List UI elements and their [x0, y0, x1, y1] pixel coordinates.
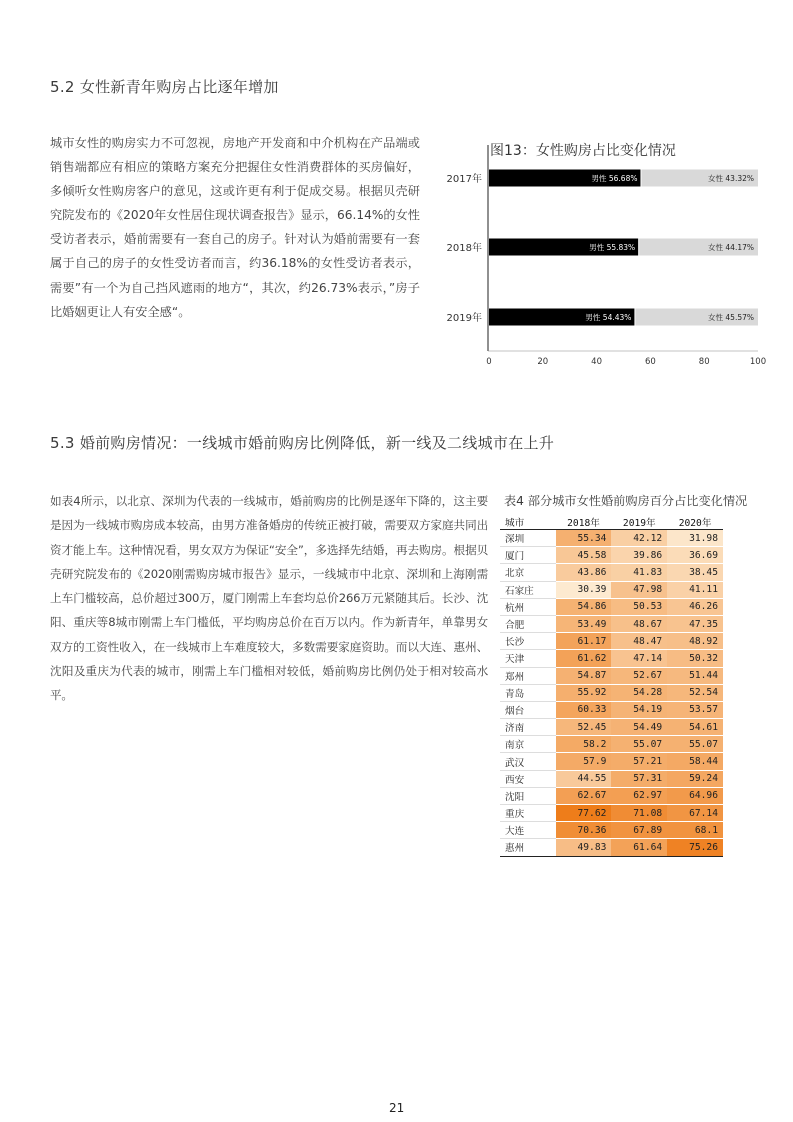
- value-cell: 47.35: [667, 615, 723, 632]
- column-header-city: 城市: [500, 514, 556, 530]
- value-cell: 48.67: [611, 615, 667, 632]
- table-row: [500, 581, 723, 598]
- x-tick-label: 100: [749, 357, 767, 367]
- value-cell: 75.26: [667, 839, 723, 856]
- table-row: [500, 547, 723, 564]
- city-cell: 郑州: [500, 667, 556, 684]
- value-cell: 60.33: [556, 701, 612, 718]
- chart-title: 图13：女性购房占比变化情况: [490, 143, 676, 159]
- city-cell: 武汉: [500, 753, 556, 770]
- value-cell: 68.1: [667, 822, 723, 839]
- data-label-female: 女性 43.32%: [708, 174, 754, 183]
- value-cell: 57.9: [556, 753, 612, 770]
- table-header-row: [500, 514, 723, 530]
- value-cell: 53.57: [667, 701, 723, 718]
- city-cell: 惠州: [500, 839, 556, 856]
- table-row: [500, 615, 723, 632]
- value-cell: 30.39: [556, 581, 612, 598]
- value-cell: 42.12: [611, 530, 667, 547]
- city-cell: 北京: [500, 564, 556, 581]
- value-cell: 67.14: [667, 805, 723, 822]
- value-cell: 61.17: [556, 633, 612, 650]
- value-cell: 47.14: [611, 650, 667, 667]
- value-cell: 57.31: [611, 770, 667, 787]
- value-cell: 52.54: [667, 684, 723, 701]
- value-cell: 62.67: [556, 787, 612, 804]
- value-cell: 54.49: [611, 719, 667, 736]
- data-label-male: 男性 56.68%: [591, 174, 638, 183]
- city-cell: 沈阳: [500, 787, 556, 804]
- x-tick-label: 80: [698, 357, 710, 367]
- table-row: [500, 667, 723, 684]
- data-label-male: 男性 54.43%: [585, 313, 632, 322]
- value-cell: 54.61: [667, 719, 723, 736]
- value-cell: 50.53: [611, 598, 667, 615]
- table-row: [500, 650, 723, 667]
- table-body: [500, 530, 723, 857]
- value-cell: 51.44: [667, 667, 723, 684]
- table-row: [500, 719, 723, 736]
- value-cell: 41.83: [611, 564, 667, 581]
- column-header-year: 2020年: [667, 514, 723, 530]
- x-tick-label: 40: [591, 357, 603, 367]
- value-cell: 64.96: [667, 787, 723, 804]
- value-cell: 55.92: [556, 684, 612, 701]
- section-heading-5-3: 5.3 婚前购房情况：一线城市婚前购房比例降低，新一线及二线城市在上升: [50, 434, 555, 452]
- value-cell: 49.83: [556, 839, 612, 856]
- city-cell: 西安: [500, 770, 556, 787]
- city-cell: 杭州: [500, 598, 556, 615]
- value-cell: 48.92: [667, 633, 723, 650]
- table-row: [500, 770, 723, 787]
- table-row: [500, 684, 723, 701]
- data-label-female: 女性 45.57%: [708, 313, 754, 322]
- value-cell: 57.21: [611, 753, 667, 770]
- data-label-female: 女性 44.17%: [708, 243, 754, 252]
- city-cell: 重庆: [500, 805, 556, 822]
- value-cell: 52.45: [556, 719, 612, 736]
- column-header-year: 2019年: [611, 514, 667, 530]
- section-heading-5-2: 5.2 女性新青年购房占比逐年增加: [50, 78, 279, 96]
- y-category-label: 2017年: [446, 174, 482, 185]
- value-cell: 58.2: [556, 736, 612, 753]
- chart-figure-13: [446, 133, 780, 373]
- value-cell: 39.86: [611, 547, 667, 564]
- value-cell: 52.67: [611, 667, 667, 684]
- city-cell: 济南: [500, 719, 556, 736]
- value-cell: 36.69: [667, 547, 723, 564]
- bar-chart: [446, 133, 780, 373]
- value-cell: 48.47: [611, 633, 667, 650]
- city-cell: 长沙: [500, 633, 556, 650]
- value-cell: 31.98: [667, 530, 723, 547]
- page-number: 21: [389, 1101, 405, 1115]
- value-cell: 70.36: [556, 822, 612, 839]
- city-cell: 大连: [500, 822, 556, 839]
- table-row: [500, 701, 723, 718]
- value-cell: 54.87: [556, 667, 612, 684]
- table-row: [500, 753, 723, 770]
- city-cell: 烟台: [500, 701, 556, 718]
- value-cell: 62.97: [611, 787, 667, 804]
- x-tick-label: 20: [537, 357, 549, 367]
- value-cell: 61.64: [611, 839, 667, 856]
- value-cell: 47.98: [611, 581, 667, 598]
- value-cell: 38.45: [667, 564, 723, 581]
- data-label-male: 男性 55.83%: [589, 243, 636, 252]
- value-cell: 58.44: [667, 753, 723, 770]
- value-cell: 67.89: [611, 822, 667, 839]
- value-cell: 53.49: [556, 615, 612, 632]
- y-category-label: 2018年: [446, 243, 482, 254]
- city-cell: 厦门: [500, 547, 556, 564]
- city-cell: 天津: [500, 650, 556, 667]
- value-cell: 41.11: [667, 581, 723, 598]
- city-cell: 青岛: [500, 684, 556, 701]
- value-cell: 55.07: [611, 736, 667, 753]
- x-tick-label: 60: [644, 357, 656, 367]
- value-cell: 50.32: [667, 650, 723, 667]
- y-category-label: 2019年: [446, 313, 482, 324]
- table-row: [500, 530, 723, 547]
- value-cell: 71.08: [611, 805, 667, 822]
- value-cell: 46.26: [667, 598, 723, 615]
- value-cell: 45.58: [556, 547, 612, 564]
- table-row: [500, 736, 723, 753]
- table-row: [500, 787, 723, 804]
- value-cell: 43.86: [556, 564, 612, 581]
- value-cell: 55.34: [556, 530, 612, 547]
- value-cell: 55.07: [667, 736, 723, 753]
- value-cell: 44.55: [556, 770, 612, 787]
- value-cell: 59.24: [667, 770, 723, 787]
- body-paragraph: 如表4所示，以北京、深圳为代表的一线城市，婚前购房的比例是逐年下降的，这主要是因为一线城市购房成本较高，由男方准备婚房的传统正被打破，需要双方家庭共同出资才能上车。这种情况看，男女双方为保证“安全”，多选择先结婚，再去购房。根据贝壳研究院发布的《2020刚需购房城市报告》显示，一线城市中北京、深圳和上海刚需上车门槛较高，总价超过300万，厦门刚需上车套均总价266万元紧随其后。长沙、沈阳、重庆等8城市刚需上车门槛低，平均购房总价在百万以内。作为新青年，单靠男女双方的工资性收入，在一线城市上车难度较大，多数需要家庭资助。而以大连、惠州、沈阳及重庆为代表的城市，刚需上车门槛相对较低，婚前购房比例仍处于相对较高水平。: [50, 494, 488, 703]
- value-cell: 54.86: [556, 598, 612, 615]
- body-paragraph: 城市女性的购房实力不可忽视，房地产开发商和中介机构在产品端或销售端都应有相应的策略方案充分把握住女性消费群体的买房偏好，多倾听女性购房客户的意见，这或许更有利于促成交易。根据贝壳研究院发布的《2020年女性居住现状调查报告》显示，66.14%的女性受访者表示，婚前需要有一套自己的房子。针对认为婚前需要有一套属于自己的房子的女性受访者而言，约36.18%的女性受访者表示，需要”有一个为自己挡风遮雨的地方“，其次，约26.73%表示，”房子比婚姻更让人有安全感“。: [50, 136, 420, 319]
- value-cell: 61.62: [556, 650, 612, 667]
- table-row: [500, 822, 723, 839]
- table-title: 表4 部分城市女性婚前购房百分占比变化情况: [504, 494, 748, 508]
- city-cell: 石家庄: [500, 581, 556, 598]
- column-header-year: 2018年: [556, 514, 612, 530]
- value-cell: 54.19: [611, 701, 667, 718]
- table-row: [500, 839, 723, 856]
- table-row: [500, 564, 723, 581]
- table-row: [500, 598, 723, 615]
- table-row: [500, 805, 723, 822]
- x-tick-label: 0: [486, 357, 492, 367]
- city-cell: 深圳: [500, 530, 556, 547]
- city-cell: 合肥: [500, 615, 556, 632]
- table-row: [500, 633, 723, 650]
- data-table: [500, 514, 723, 857]
- value-cell: 77.62: [556, 805, 612, 822]
- city-cell: 南京: [500, 736, 556, 753]
- value-cell: 54.28: [611, 684, 667, 701]
